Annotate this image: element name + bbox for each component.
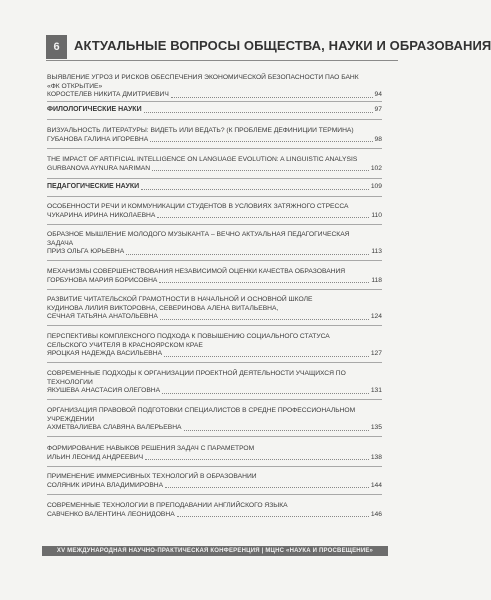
leader-dots	[164, 355, 369, 357]
entry-author: ЯКУШЕВА АНАСТАСИЯ ОЛЕГОВНА	[47, 387, 161, 394]
leader-dots	[145, 458, 369, 460]
leader-dots	[157, 216, 369, 218]
entry-title-line: РАЗВИТИЕ ЧИТАТЕЛЬСКОЙ ГРАМОТНОСТИ В НАЧАЛЬНОЙ И ОСНОВНОЙ ШКОЛЕ	[47, 296, 313, 303]
divider	[47, 224, 382, 225]
entry-author: ГОРБУНОВА МАРИЯ БОРИСОВНА	[47, 276, 158, 284]
divider	[47, 494, 382, 495]
entry-title-line: ПРИМЕНЕНИЕ ИММЕРСИВНЫХ ТЕХНОЛОГИЙ В ОБРАЗОВАНИИ	[47, 473, 257, 480]
page-title: АКТУАЛЬНЫЕ ВОПРОСЫ ОБЩЕСТВА, НАУКИ И ОБРАЗОВАНИЯ	[74, 38, 491, 53]
divider	[47, 399, 382, 400]
entry-author: GURBANOVA AYNURA NARIMAN	[47, 164, 151, 172]
entry-author: ЯРОЦКАЯ НАДЕЖДА ВАСИЛЬЕВНА	[47, 350, 163, 357]
entry-page: 138	[370, 453, 382, 461]
toc-entry	[47, 473, 382, 490]
toc-entry	[47, 333, 382, 359]
leader-dots	[165, 486, 369, 488]
leader-dots	[126, 253, 369, 255]
entry-author: САВЧЕНКО ВАЛЕНТИНА ЛЕОНИДОВНА	[47, 510, 175, 518]
entry-title-line: ЗАДАЧА	[47, 239, 74, 247]
toc-section	[47, 183, 382, 192]
divider	[47, 436, 382, 437]
leader-dots	[159, 281, 369, 283]
entry-author: АХМЕТВАЛИЕВА СЛАВЯНА ВАЛЕРЬЕВНА	[47, 424, 182, 431]
divider	[47, 178, 382, 179]
entry-page: 113	[371, 248, 382, 255]
page-number-badge: 6	[46, 35, 67, 59]
leader-dots	[144, 111, 373, 113]
entry-title-line: КУДИНОВА ЛИЛИЯ ВИКТОРОВНА, СЕВЕРИНОВА АЛЕНА ВИТАЛЬЕВНА,	[47, 304, 279, 312]
leader-dots	[160, 318, 369, 320]
entry-title-line: ФОРМИРОВАНИЕ НАВЫКОВ РЕШЕНИЯ ЗАДАЧ С ПАРАМЕТРОМ	[47, 445, 255, 452]
divider	[47, 362, 382, 363]
divider	[47, 148, 382, 149]
toc-entry	[47, 156, 382, 173]
entry-title-line: ВЫЯВЛЕНИЕ УГРОЗ И РИСКОВ ОБЕСПЕЧЕНИЯ ЭКОНОМИЧЕСКОЙ БЕЗОПАСНОСТИ ПАО БАНК	[47, 74, 359, 81]
entry-page: 127	[370, 350, 382, 357]
toc-entry	[47, 296, 382, 322]
toc-entry	[47, 231, 382, 257]
leader-dots	[184, 429, 369, 431]
header-divider	[46, 60, 398, 61]
divider	[47, 260, 382, 261]
entry-author: КОРОСТЕЛЕВ НИКИТА ДМИТРИЕВИЧ	[47, 91, 169, 98]
leader-dots	[152, 169, 369, 171]
entry-author: ЧУКАРИНА ИРИНА НИКОЛАЕВНА	[47, 211, 156, 219]
page-footer: XV МЕЖДУНАРОДНАЯ НАУЧНО-ПРАКТИЧЕСКАЯ КОНФЕРЕНЦИЯ | МЦНС «НАУКА И ПРОСВЕЩЕНИЕ»	[42, 546, 388, 556]
entry-page: 131	[370, 387, 382, 394]
leader-dots	[162, 392, 369, 394]
entry-title-line: ТЕХНОЛОГИИ	[47, 378, 93, 386]
section-title: ПЕДАГОГИЧЕСКИЕ НАУКИ	[47, 183, 140, 190]
entry-page: 124	[370, 313, 382, 320]
entry-author: СОЛЯНИК ИРИНА ВЛАДИМИРОВНА	[47, 481, 164, 489]
entry-page: 135	[370, 424, 382, 431]
entry-title-line: ОРГАНИЗАЦИЯ ПРАВОВОЙ ПОДГОТОВКИ СПЕЦИАЛИСТОВ В СРЕДНЕ ПРОФЕССИОНАЛЬНОМ	[47, 407, 356, 414]
entry-author: ГУБАНОВА ГАЛИНА ИГОРЕВНА	[47, 135, 149, 143]
toc-entry	[47, 74, 382, 100]
entry-page: 98	[374, 135, 382, 143]
entry-title-line: УЧРЕЖДЕНИИ	[47, 415, 95, 423]
entry-page: 102	[370, 164, 382, 172]
entry-page: 94	[374, 91, 382, 98]
toc-entry	[47, 203, 382, 220]
entry-author: ПРИЗ ОЛЬГА ЮРЬЕВНА	[47, 248, 125, 255]
divider	[47, 196, 382, 197]
divider	[47, 101, 382, 102]
leader-dots	[150, 140, 372, 142]
entry-title-line: МЕХАНИЗМЫ СОВЕРШЕНСТВОВАНИЯ НЕЗАВИСИМОЙ ОЦЕНКИ КАЧЕСТВА ОБРАЗОВАНИЯ	[47, 268, 346, 275]
entry-page: 110	[371, 211, 382, 219]
leader-dots	[171, 96, 373, 98]
leader-dots	[141, 188, 369, 190]
entry-title-line: ВИЗУАЛЬНОСТЬ ЛИТЕРАТУРЫ: ВИДЕТЬ ИЛИ ВЕДАТЬ? (К ПРОБЛЕМЕ ДЕФИНИЦИИ ТЕРМИНА)	[47, 127, 354, 134]
entry-title-line: ОСОБЕННОСТИ РЕЧИ И КОММУНИКАЦИИ СТУДЕНТОВ В УСЛОВИЯХ ЗАТЯЖНОГО СТРЕССА	[47, 203, 349, 210]
divider	[47, 325, 382, 326]
section-page: 109	[370, 183, 382, 190]
divider	[47, 289, 382, 290]
toc-entry	[47, 127, 382, 144]
entry-title-line: «ФК ОТКРЫТИЕ»	[47, 82, 103, 90]
toc-entry	[47, 407, 382, 433]
entry-title-line: ОБРАЗНОЕ МЫШЛЕНИЕ МОЛОДОГО МУЗЫКАНТА – ВЕЧНО АКТУАЛЬНАЯ ПЕДАГОГИЧЕСКАЯ	[47, 231, 350, 238]
divider	[47, 466, 382, 467]
toc-entry	[47, 370, 382, 396]
toc-entry	[47, 445, 382, 462]
entry-page: 146	[370, 510, 382, 518]
entry-title-line: СОВРЕМЕННЫЕ ТЕХНОЛОГИИ В ПРЕПОДАВАНИИ АНГЛИЙСКОГО ЯЗЫКА	[47, 502, 288, 509]
leader-dots	[177, 515, 369, 517]
entry-title-line: THE IMPACT OF ARTIFICIAL INTELLIGENCE ON LANGUAGE EVOLUTION: A LINGUISTIC ANALYSIS	[47, 156, 358, 163]
entry-title-line: ПЕРСПЕКТИВЫ КОМПЛЕКСНОГО ПОДХОДА К ПОВЫШЕНИЮ СОЦИАЛЬНОГО СТАТУСА	[47, 333, 330, 340]
entry-author: ИЛЬИН ЛЕОНИД АНДРЕЕВИЧ	[47, 453, 144, 461]
entry-page: 118	[371, 276, 382, 284]
entry-author: СЕЧНАЯ ТАТЬЯНА АНАТОЛЬЕВНА	[47, 313, 158, 320]
entry-page: 144	[370, 481, 382, 489]
toc-section	[47, 106, 382, 115]
toc-entry	[47, 502, 382, 519]
toc-entry	[47, 268, 382, 285]
section-title: ФИЛОЛОГИЧЕСКИЕ НАУКИ	[47, 106, 142, 113]
entry-title-line: СОВРЕМЕННЫЕ ПОДХОДЫ К ОРГАНИЗАЦИИ ПРОЕКТНОЙ ДЕЯТЕЛЬНОСТИ УЧАЩИХСЯ ПО	[47, 370, 346, 377]
page-header	[46, 35, 491, 59]
entry-title-line: СЕЛЬСКОГО УЧИТЕЛЯ В КРАСНОЯРСКОМ КРАЕ	[47, 341, 203, 349]
divider	[47, 119, 382, 120]
section-page: 97	[374, 106, 382, 113]
